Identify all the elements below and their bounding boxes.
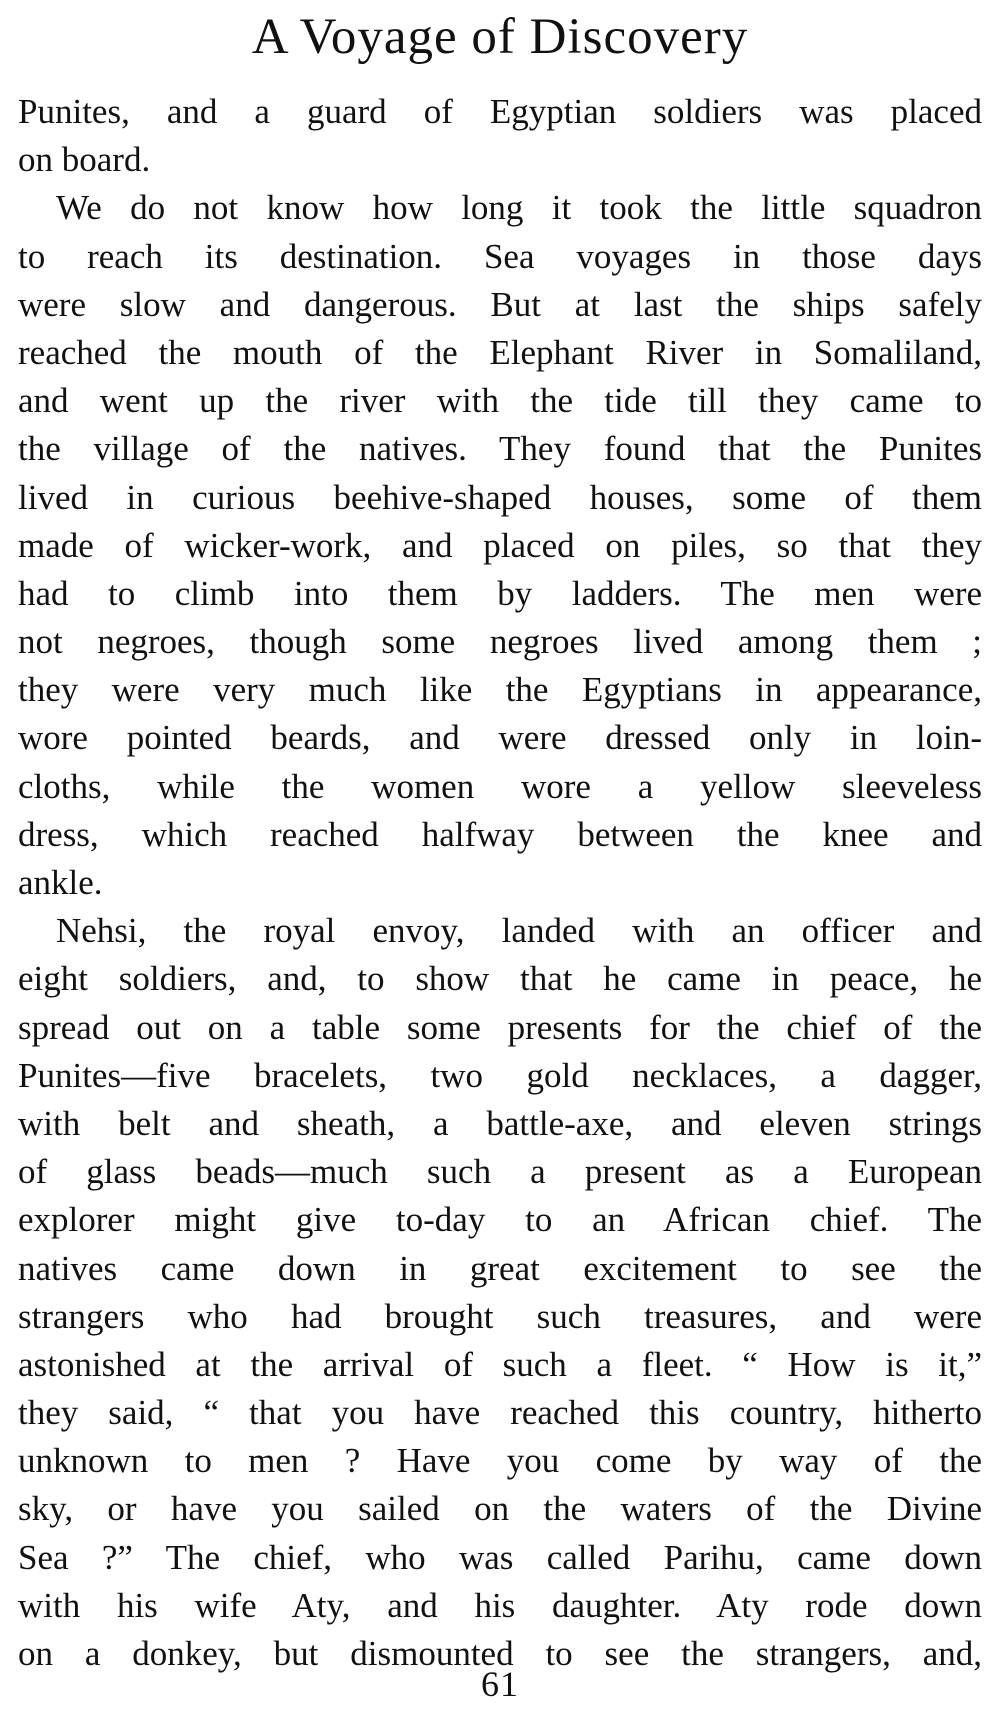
running-head: A Voyage of Discovery [251, 9, 749, 65]
text-line: natives came down in great excitement to see the [18, 1248, 982, 1288]
text-line: of glass beads—much such a present as a European [18, 1152, 982, 1192]
text-line: the village of the natives. They found that the Punites [18, 429, 982, 469]
text-line: We do not know how long it took the little squadron [56, 188, 982, 228]
text-line: had to climb into them by ladders. The men were [18, 573, 982, 613]
text-line: Punites, and a guard of Egyptian soldiers was placed [18, 92, 982, 131]
page-number: 61 [481, 1664, 519, 1704]
text-line: Sea ?” The chief, who was called Parihu, came down [18, 1537, 982, 1577]
text-line: lived in curious beehive-shaped houses, some of them [18, 477, 982, 517]
text-line: they were very much like the Egyptians in appearance, [18, 670, 982, 710]
text-line: on a donkey, but dismounted to see the strangers, and, [18, 1634, 982, 1673]
text-line: with belt and sheath, a battle-axe, and eleven strings [18, 1103, 982, 1143]
text-line: made of wicker-work, and placed on piles, so that they [18, 525, 982, 565]
text-line: were slow and dangerous. But at last the ships safely [18, 284, 982, 324]
text-line: to reach its destination. Sea voyages in those days [18, 236, 982, 276]
text-line: reached the mouth of the Elephant River in Somaliland, [18, 332, 982, 372]
text-line: eight soldiers, and, to show that he came in peace, he [18, 959, 982, 999]
paragraph [18, 88, 982, 184]
text-line: with his wife Aty, and his daughter. Aty rode down [18, 1585, 982, 1625]
text-line: Nehsi, the royal envoy, landed with an officer and [56, 911, 982, 951]
text-line: and went up the river with the tide till they came to [18, 381, 982, 421]
body-text [18, 88, 982, 1678]
text-line: wore pointed beards, and were dressed only in loin- [18, 718, 982, 758]
text-line: Punites—five bracelets, two gold necklaces, a dagger, [18, 1055, 982, 1095]
text-line: they said, “ that you have reached this country, hitherto [18, 1393, 982, 1433]
text-line: dress, which reached halfway between the knee and [18, 814, 982, 854]
text-line: unknown to men ? Have you come by way of the [18, 1441, 982, 1481]
paragraph [18, 907, 982, 1678]
text-line: on board. [18, 140, 151, 180]
text-line: strangers who had brought such treasures, and were [18, 1296, 982, 1336]
text-line: explorer might give to-day to an African chief. The [18, 1200, 982, 1240]
text-line: cloths, while the women wore a yellow sleeveless [18, 766, 982, 806]
paragraph [18, 184, 982, 907]
text-line: spread out on a table some presents for the chief of the [18, 1007, 982, 1047]
text-line: sky, or have you sailed on the waters of the Divine [18, 1489, 982, 1529]
text-line: not negroes, though some negroes lived among them ; [18, 622, 982, 662]
text-line: ankle. [18, 863, 103, 902]
text-line: astonished at the arrival of such a fleet. “ How is it,” [18, 1344, 982, 1384]
